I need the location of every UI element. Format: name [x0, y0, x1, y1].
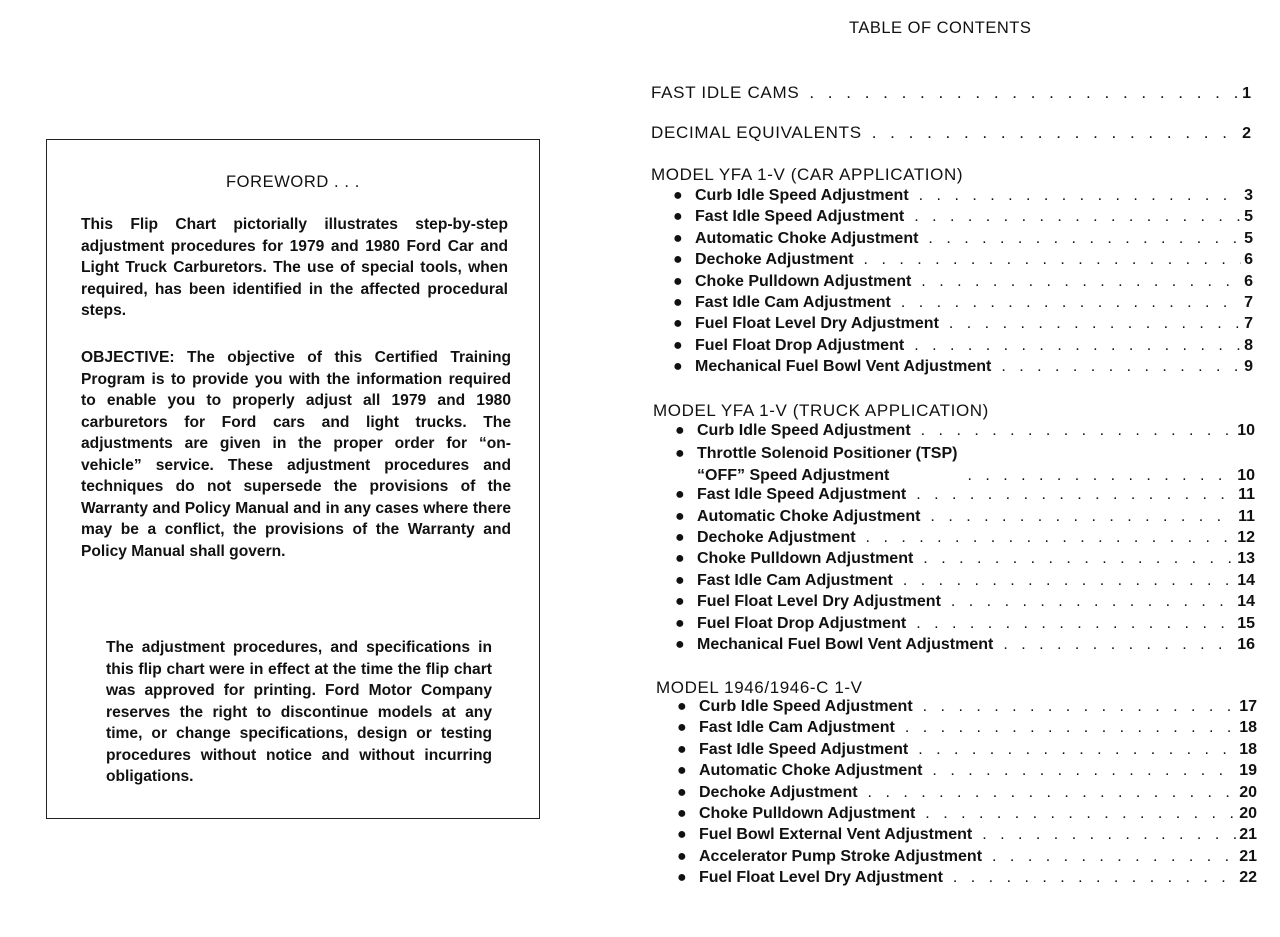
toc-item[interactable] [675, 486, 1255, 507]
dot-leader [903, 572, 1234, 590]
toc-entry-decimal-equivalents[interactable] [651, 123, 1251, 143]
toc-item-label: Fast Idle Speed Adjustment [699, 740, 909, 758]
toc-item[interactable] [675, 593, 1255, 614]
foreword-title: FOREWORD . . . [226, 173, 360, 191]
toc-entry-label: DECIMAL EQUIVALENTS [651, 123, 862, 142]
toc-item-label: Fast Idle Cam Adjustment [699, 719, 895, 737]
toc-page-number: 19 [1239, 762, 1257, 780]
toc-item[interactable] [677, 869, 1257, 890]
toc-item[interactable] [673, 230, 1253, 251]
toc-item[interactable] [673, 337, 1253, 358]
toc-page-number: 18 [1239, 740, 1257, 758]
model-heading-yfa-truck: MODEL YFA 1-V (TRUCK APPLICATION) [653, 401, 989, 420]
toc-item-label: Automatic Choke Adjustment [699, 762, 923, 780]
toc-item-label: Automatic Choke Adjustment [695, 229, 919, 247]
toc-item[interactable] [677, 698, 1257, 719]
toc-item[interactable] [677, 741, 1257, 762]
toc-item-label: Automatic Choke Adjustment [697, 507, 921, 525]
dot-leader [872, 123, 1239, 143]
toc-item-label: Fuel Bowl External Vent Adjustment [699, 826, 973, 844]
toc-item-label: Dechoke Adjustment [695, 251, 854, 269]
toc-page-number: 7 [1244, 315, 1253, 333]
toc-page-number: 20 [1239, 804, 1257, 822]
toc-item[interactable] [675, 550, 1255, 571]
dot-leader [953, 869, 1236, 887]
toc-item-label: Mechanical Fuel Bowl Vent Adjustment [695, 358, 992, 376]
toc-item[interactable] [673, 187, 1253, 208]
dot-leader [967, 465, 1234, 486]
bullet-icon: ● [677, 847, 687, 865]
bullet-icon: ● [677, 719, 687, 737]
model-list-yfa-truck [675, 422, 1255, 657]
toc-page-number: 3 [1244, 187, 1253, 204]
toc-page-number: 7 [1244, 293, 1253, 311]
dot-leader [916, 615, 1234, 633]
toc-item[interactable] [673, 251, 1253, 272]
toc-title: TABLE OF CONTENTS [849, 19, 1032, 37]
toc-page-number: 10 [1237, 466, 1255, 484]
toc-page-number: 1 [1242, 85, 1251, 102]
dot-leader [916, 486, 1235, 504]
dot-leader [925, 805, 1236, 823]
toc-item-label: Fast Idle Cam Adjustment [695, 293, 891, 311]
dot-leader [918, 741, 1236, 759]
model-list-yfa-car [673, 187, 1253, 380]
model-list-1946 [677, 698, 1257, 891]
toc-page-number: 8 [1244, 336, 1253, 354]
toc-item[interactable] [675, 636, 1255, 657]
toc-item-label: Fuel Float Level Dry Adjustment [695, 315, 939, 333]
dot-leader [928, 230, 1241, 248]
bullet-icon: ● [675, 422, 685, 439]
toc-page-number: 10 [1237, 422, 1255, 439]
bullet-icon: ● [673, 315, 683, 333]
bullet-icon: ● [677, 783, 687, 801]
toc-item[interactable] [677, 784, 1257, 805]
bullet-icon: ● [675, 486, 685, 504]
toc-item[interactable] [675, 572, 1255, 593]
toc-item-label: Fuel Float Drop Adjustment [695, 336, 905, 354]
toc-page-number: 12 [1237, 528, 1255, 546]
dot-leader [866, 529, 1235, 547]
toc-item[interactable] [675, 529, 1255, 550]
toc-page-number: 6 [1244, 251, 1253, 269]
dot-leader [901, 294, 1241, 312]
foreword-objective-paragraph: OBJECTIVE: The objective of this Certified Training Program is to provide you with the information required to enable you to properly adjust all 1979 and 1980 carburetors for Ford cars and light trucks. The adjustments are given in the proper order for “on-vehicle” service. These adjustment procedures and techniques do not supersede the provisions of the Warranty and Policy Manual and in any cases where there may be a conflict, the provisions of the Warranty and Policy Manual shall govern. [81, 349, 511, 560]
toc-item[interactable] [673, 358, 1253, 379]
toc-item-label: Fast Idle Cam Adjustment [697, 571, 893, 589]
toc-page-number: 18 [1239, 719, 1257, 737]
bullet-icon: ● [673, 336, 683, 354]
bullet-icon: ● [677, 869, 687, 887]
model-heading-1946: MODEL 1946/1946-C 1-V [656, 678, 863, 697]
foreword-notice-paragraph: The adjustment procedures, and specifications in this flip chart were in effect at the time the flip chart was approved for printing. Ford Motor Company reserves the right to discontinue models at any time, or change specifications, design or testing procedures without notice and without incurring obligations. [106, 639, 492, 785]
toc-item-label: Dechoke Adjustment [697, 528, 856, 546]
toc-item-label: Dechoke Adjustment [699, 783, 858, 801]
dot-leader [921, 422, 1235, 440]
toc-page-number: 11 [1238, 486, 1255, 504]
toc-item-label: Fuel Float Drop Adjustment [697, 614, 907, 632]
toc-item-label: Mechanical Fuel Bowl Vent Adjustment [697, 635, 994, 653]
toc-page-number: 14 [1237, 571, 1255, 589]
dot-leader [809, 83, 1239, 103]
toc-page-number: 14 [1237, 593, 1255, 611]
toc-item[interactable] [675, 422, 1255, 443]
toc-item[interactable] [675, 508, 1255, 529]
model-heading-yfa-car: MODEL YFA 1-V (CAR APPLICATION) [651, 165, 964, 184]
dot-leader [868, 784, 1237, 802]
toc-page-number: 17 [1239, 698, 1257, 715]
bullet-icon: ● [675, 635, 685, 653]
dot-leader [914, 337, 1241, 355]
dot-leader [992, 848, 1236, 866]
toc-item[interactable] [675, 443, 1255, 486]
dot-leader [949, 315, 1241, 333]
bullet-icon: ● [673, 358, 683, 376]
dot-leader [864, 251, 1242, 269]
toc-item-label: Choke Pulldown Adjustment [697, 550, 914, 568]
dot-leader [923, 698, 1237, 716]
bullet-icon: ● [675, 550, 685, 568]
toc-page-number: 20 [1239, 783, 1257, 801]
toc-item[interactable] [677, 805, 1257, 826]
toc-item[interactable] [677, 848, 1257, 869]
toc-page-number: 21 [1239, 847, 1257, 865]
toc-item[interactable] [677, 719, 1257, 740]
dot-leader [930, 508, 1235, 526]
toc-item[interactable] [675, 615, 1255, 636]
toc-item-label: Fuel Float Level Dry Adjustment [697, 593, 941, 611]
toc-page-number: 22 [1239, 869, 1257, 887]
bullet-icon: ● [677, 740, 687, 758]
toc-page-number: 9 [1244, 358, 1253, 376]
dot-leader [919, 187, 1241, 205]
bullet-icon: ● [673, 251, 683, 269]
bullet-icon: ● [675, 445, 685, 463]
toc-entry-fast-idle-cams[interactable] [651, 83, 1251, 103]
bullet-icon: ● [675, 507, 685, 525]
toc-page-number: 2 [1242, 125, 1251, 142]
toc-page-number: 5 [1244, 229, 1253, 247]
bullet-icon: ● [673, 229, 683, 247]
toc-item-label: Curb Idle Speed Adjustment [697, 422, 911, 439]
dot-leader [932, 762, 1236, 780]
bullet-icon: ● [673, 272, 683, 290]
toc-item[interactable] [677, 762, 1257, 783]
bullet-icon: ● [677, 826, 687, 844]
bullet-icon: ● [675, 528, 685, 546]
toc-item[interactable] [673, 208, 1253, 229]
bullet-icon: ● [675, 571, 685, 589]
bullet-icon: ● [673, 187, 683, 204]
dot-leader [1003, 636, 1234, 654]
bullet-icon: ● [677, 698, 687, 715]
toc-page-number: 16 [1237, 635, 1255, 653]
toc-page-number: 5 [1244, 208, 1253, 226]
toc-item-label-line2: “OFF” Speed Adjustment [697, 466, 890, 484]
bullet-icon: ● [677, 762, 687, 780]
bullet-icon: ● [673, 293, 683, 311]
bullet-icon: ● [677, 804, 687, 822]
toc-page-number: 21 [1239, 826, 1257, 844]
dot-leader [923, 550, 1234, 568]
bullet-icon: ● [675, 614, 685, 632]
toc-entry-label: FAST IDLE CAMS [651, 83, 800, 102]
toc-item-label: Curb Idle Speed Adjustment [695, 187, 909, 204]
bullet-icon: ● [673, 208, 683, 226]
foreword-intro-paragraph: This Flip Chart pictorially illustrates step-by-step adjustment procedures for 1979 and 1980 Ford Car and Light Truck Carburetors. The use of special tools, when required, has been identified in the affected procedural steps. [81, 216, 508, 319]
toc-item-label: Fuel Float Level Dry Adjustment [699, 869, 943, 887]
toc-page-number: 15 [1237, 614, 1255, 632]
toc-page-number: 11 [1238, 507, 1255, 525]
dot-leader [1001, 358, 1241, 376]
toc-item-label: Accelerator Pump Stroke Adjustment [699, 847, 983, 865]
foreword-box [46, 139, 540, 819]
toc-page-number: 6 [1244, 272, 1253, 290]
dot-leader [951, 593, 1234, 611]
toc-item-label: Fast Idle Speed Adjustment [697, 486, 907, 504]
toc-item[interactable] [677, 826, 1257, 847]
toc-item-label [697, 443, 957, 486]
toc-page-number: 13 [1237, 550, 1255, 568]
toc-item[interactable] [673, 294, 1253, 315]
dot-leader [921, 273, 1241, 291]
toc-item[interactable] [673, 315, 1253, 336]
toc-item-label: Fast Idle Speed Adjustment [695, 208, 905, 226]
toc-item[interactable] [673, 273, 1253, 294]
dot-leader [905, 719, 1236, 737]
toc-item-label: Choke Pulldown Adjustment [695, 272, 912, 290]
dot-leader [982, 826, 1236, 844]
toc-item-label-line1: Throttle Solenoid Positioner (TSP) [697, 445, 958, 463]
toc-item-label: Choke Pulldown Adjustment [699, 804, 916, 822]
dot-leader [914, 208, 1241, 226]
bullet-icon: ● [675, 593, 685, 611]
toc-item-label: Curb Idle Speed Adjustment [699, 698, 913, 715]
